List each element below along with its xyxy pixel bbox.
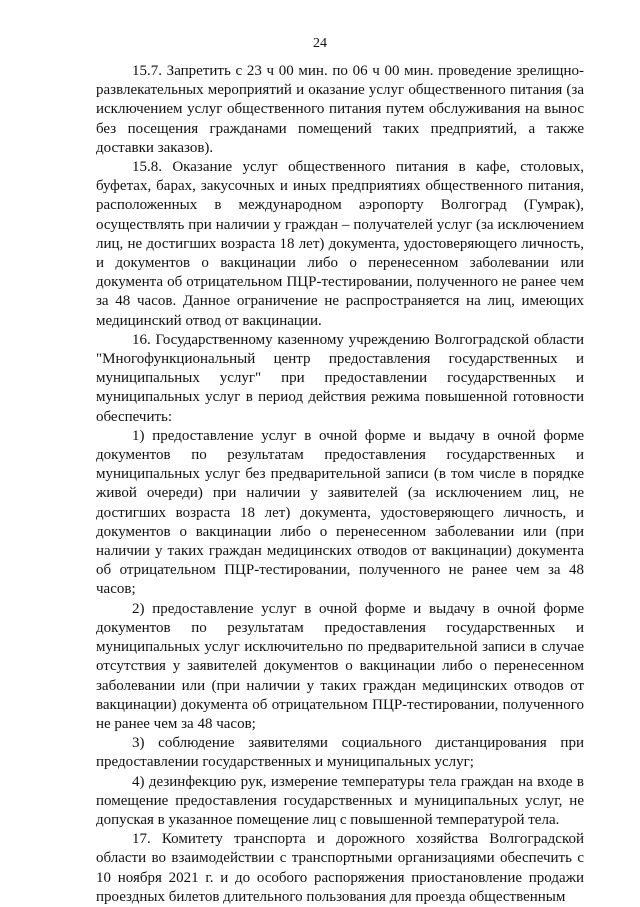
paragraph-16: 16. Государственному казенному учреждению Волгоградской области "Многофункциональный центр предоставления государственных и муниципальных услуг" при предоставлении государственных и муниципальных услуг в период действия режима повышенной готовности обеспечить: (96, 331, 584, 425)
paragraph-16-item-2: 2) предоставление услуг в очной форме и выдачу в очной форме документов по результатам предоставления государственных и муниципальных услуг исключительно по предварительной записи в случае отсутствия у заявителей документов о вакцинации либо о перенесенном заболевании или (при наличии у таких граждан медицинских отводов от вакцинации) документа об отрицательном ПЦР-тестировании, полученного не ранее чем за 48 часов; (96, 600, 584, 732)
paragraph-15-7: 15.7. Запретить с 23 ч 00 мин. по 06 ч 00 мин. проведение зрелищно-развлекательных мероприятий и оказание услуг общественного питания (за исключением услуг общественного питания путем обслуживания на вынос без посещения гражданами помещений таких предприятий, а также доставки заказов). (96, 63, 584, 156)
paragraph-16-item-1: 1) предоставление услуг в очной форме и выдачу в очной форме документов по результатам предоставления государственных и муниципальных услуг без предварительной записи (в том числе в порядке живой очереди) при наличии у заявителей (за исключением лиц, не достигших возраста 18 лет) документа, удостоверяющего личность, и документов о вакцинации либо о перенесенном заболевании или (при наличии у таких граждан медицинских отводов от вакцинации) документа об отрицательном ПЦР-тестировании, полученного не ранее чем за 48 часов; (96, 427, 584, 598)
paragraph-15-8: 15.8. Оказание услуг общественного питания в кафе, столовых, буфетах, барах, закусочных и иных предприятиях общественного питания, расположенных в международном аэропорту Волгоград (Гумрак), осуществлять при наличии у граждан – получателей услуг (за исключением лиц, не достигших возраста 18 лет) документа, удостоверяющего личность, и документов о вакцинации либо о перенесенном заболевании или документа об отрицательном ПЦР-тестировании, полученного не ранее чем за 48 часов. Данное ограничение не распространяется на лиц, имеющих медицинский отвод от вакцинации. (96, 159, 584, 329)
page-number: 24 (313, 36, 327, 51)
paragraph-16-item-3: 3) соблюдение заявителями социального дистанцирования при предоставлении государственных и муниципальных услуг; (96, 735, 584, 771)
paragraph-16-item-4: 4) дезинфекцию рук, измерение температуры тела граждан на входе в помещение предоставления государственных и муниципальных услуг, не допуская в указанное помещение лиц с повышенной температурой тела. (96, 773, 584, 828)
paragraph-17: 17. Комитету транспорта и дорожного хозяйства Волгоградской области во взаимодействии с транспортными организациями обеспечить с 10 ноября 2021 г. и до особого распоряжения приостановление продажи проездных билетов длительного пользования для проезда общественным (96, 831, 584, 905)
document-body (96, 62, 584, 907)
